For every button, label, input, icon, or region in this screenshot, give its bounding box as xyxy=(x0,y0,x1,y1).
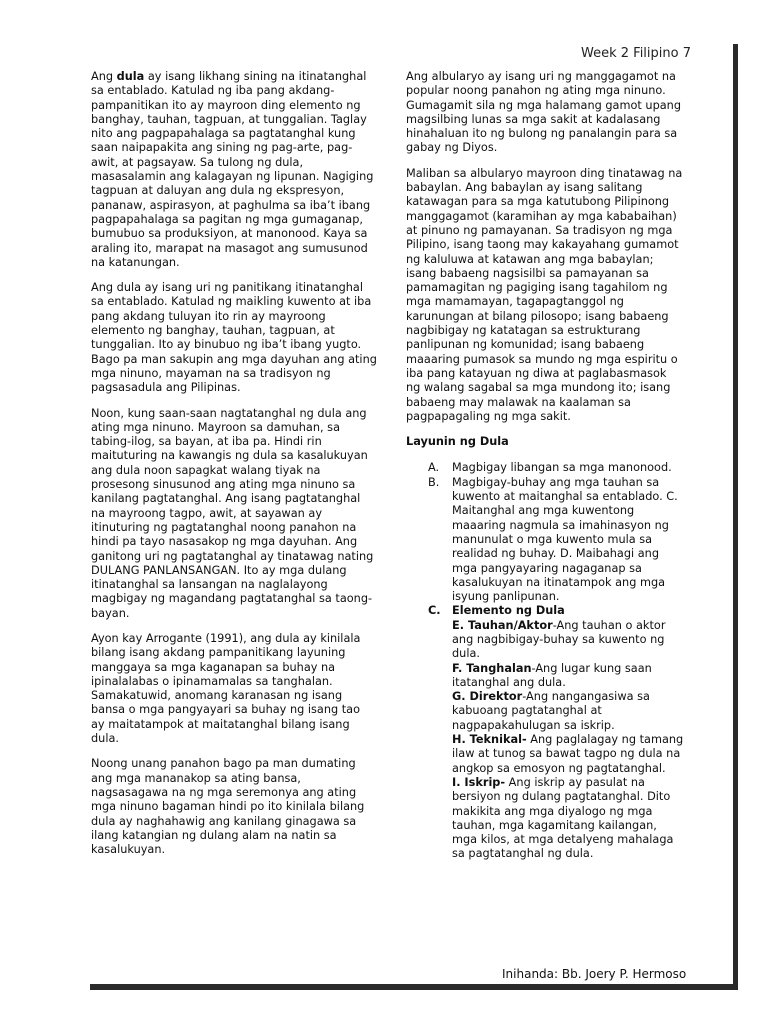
element-tauhan xyxy=(452,619,684,662)
elements-block xyxy=(452,604,684,861)
paragraph-3: Noon, kung saan-saan nagtatanghal ng dula ang ating mga ninuno. Mayroon sa damuhan, sa tabing-ilog, sa bayan, at iba pa. Hindi rin maituturing na kawangis ng dula sa kasalukuyan ang dula noon sapagkat walang tiyak na prosesong sinusunod ang ating mga ninuno sa kanilang pagtatanghal. Ang isang pagtatanghal na mayroong tagpo, awit, at sayawan ay itinuturing ng pagtatanghal noong panahon na hindi pa tayo nasasakop ng mga dayuhan. Ang ganitong uri ng pagtatanghal ay tinatawag nating DULANG PANLANSANGAN. Ito ay mga dulang itinatanghal sa lansangan na naglalayong magbigay ng magandang pagtatanghal sa taong-bayan. xyxy=(91,406,374,620)
week-label: Week 2 Filipino 7 xyxy=(581,46,691,61)
paragraph-4: Ayon kay Arrogante (1991), ang dula ay kinilala bilang isang akdang pampanitikang layuning manggaya sa mga kaganapan sa buhay na ipinalalabas o ipinamamalas sa tanghalan. Samakatuwid, anomang karanasan ng isang bansa o mga pangyayari sa buhay ng isang tao ay maitatampok at maitatanghal bilang isang dula. xyxy=(91,631,361,746)
page-border-right xyxy=(733,44,738,990)
term-dula: dula xyxy=(116,70,145,83)
element-desc: Ang paglalagay ng tamang ilaw at tunog sa bawat tagpo ng dula na angkop sa emosyon ng pagtatanghal. xyxy=(452,733,684,775)
list-marker: B. xyxy=(428,475,440,489)
prepared-by: Inihanda: Bb. Joery P. Hermoso xyxy=(502,967,687,981)
element-term: F. Tanghalan xyxy=(452,661,532,675)
list-item xyxy=(428,476,684,605)
list-item-elements xyxy=(428,604,684,861)
page-border-bottom xyxy=(90,984,738,990)
element-desc: -Ang tauhan o aktor ang nagbibigay-buhay sa kuwento ng dula. xyxy=(452,618,666,661)
paragraph-5: Noong unang panahon bago pa man dumating ang mga mananakop sa ating bansa, nagsasagawa na ng mga seremonya ang ating mga ninuno bagaman hindi po ito kinilala bilang dula ay naghahawig ang kanilang ginagawa sa ilang katangian ng dulang alam na natin sa kasalukuyan. xyxy=(91,757,365,857)
elements-title: Elemento ng Dula xyxy=(452,604,565,618)
list-item-text: Magbigay libangan sa mga manonood. xyxy=(452,461,672,475)
element-tanghalan xyxy=(452,662,684,691)
element-term: E. Tauhan/Aktor xyxy=(452,618,553,632)
element-direktor xyxy=(452,690,684,733)
list-marker: A. xyxy=(428,461,440,475)
element-desc: Ang iskrip ay pasulat na bersiyon ng dulang pagtatanghal. Dito makikita ang mga diyalogo ng mga tauhan, mga kagamitang kailangan, mga kilos, at mga detalyeng mahalaga sa pagtatanghal ng dula. xyxy=(452,775,674,861)
element-term: H. Teknikal- xyxy=(452,733,527,747)
paragraph-babaylan: Maliban sa albularyo mayroon ding tinatawag na babaylan. Ang babaylan ay isang salitang katawagan para sa mga katutubong Pilipinong manggagamot (karamihan ay mga kababaihan) at pinuno ng pamayanan. Sa tradisyon ng mga Pilipino, isang taong may kakayahang gumamot ng kaluluwa at katawan ang mga babaylan; isang babaeng nagsisilbi sa pamayanan sa pamamagitan ng pagiging isang tagahilom ng mga mamamayan, tagapagtanggol ng karunungan at bilang pilosopo; isang babaeng nagbibigay ng katatagan sa estrukturang panlipunan ng komunidad; isang babaeng maaaring pumasok sa mundo ng mga espiritu o iba pang katayuan ng diwa at paglabasmasok ng walang sagabal sa mga mundong ito; isang babaeng may malawak na kaalaman sa pagpapagaling ng mga sakit. xyxy=(406,166,683,423)
paragraph-intro xyxy=(91,70,377,270)
right-column xyxy=(406,70,684,862)
paragraph-albularyo: Ang albularyo ay isang uri ng manggagamot na popular noong panahon ng ating mga ninuno. Gumagamit sila ng mga halamang gamot upang magsilbing lunas sa mga sakit at kadalasang hinahaluan ito ng bulong ng panalangin para sa gabay ng Diyos. xyxy=(406,70,681,155)
element-iskrip xyxy=(452,776,684,862)
list-marker: C. xyxy=(428,604,441,618)
left-column xyxy=(91,70,377,868)
list-item-text: Magbigay-buhay ang mga tauhan sa kuwento at maitanghal sa entablado. C. Maitanghal ang mga kuwentong maaaring nagmula sa imahinasyon ng manunulat o mga kuwento mula sa realidad ng buhay. D. Maibahagi ang mga pangyayaring nagaganap sa kasalukuyan na itinatampok ang mga isyung panlipunan. xyxy=(452,475,678,604)
element-desc: -Ang lugar kung saan itatanghal ang dula. xyxy=(452,661,652,689)
paragraph-2: Ang dula ay isang uri ng panitikang itinatanghal sa entablado. Katulad ng maikling kuwento at iba pang akdang tuluyan ito rin ay mayroong elemento ng banghay, tauhan, tagpuan, at tunggalian. Ito ay binubuo ng iba’t ibang yugto. Bago pa man sakupin ang mga dayuhan ang ating mga ninuno, mayaman na sa tradisyon ng pagsasadula ang Pilipinas. xyxy=(91,281,377,395)
section-title: Layunin ng Dula xyxy=(406,435,509,449)
element-term: G. Direktor xyxy=(452,690,523,704)
intro-lead: Ang xyxy=(91,70,117,83)
element-teknikal xyxy=(452,733,684,776)
element-desc: -Ang nangangasiwa sa kabuoang pagtatanghal at nagpapakahulugan sa iskrip. xyxy=(452,690,650,732)
goals-list xyxy=(406,461,684,861)
intro-text: ay isang likhang sining na itinatanghal sa entablado. Katulad ng iba pang akdang-pampanitikan ito ay mayroon ding elemento ng banghay, tauhan, tagpuan, at tunggalian. Taglay nito ang pagpapahalaga sa pagtatanghal kung saan naipapakita ang sining ng pag-arte, pag-awit, at pagsayaw. Sa tulong ng dula, masasalamin ang kalagayan ng lipunan. Nagiging tagpuan at daluyan ang dula ng ekspresyon, pananaw, aspirasyon, at paghulma sa iba’t ibang pagpapahalaga sa pagitan ng mga gumaganap, bumubuo sa produksiyon, at manonood. Kaya sa araling ito, marapat na masagot ang sumusunod na katanungan. xyxy=(91,70,374,269)
list-item xyxy=(428,461,684,475)
element-term: I. Iskrip- xyxy=(452,775,506,789)
